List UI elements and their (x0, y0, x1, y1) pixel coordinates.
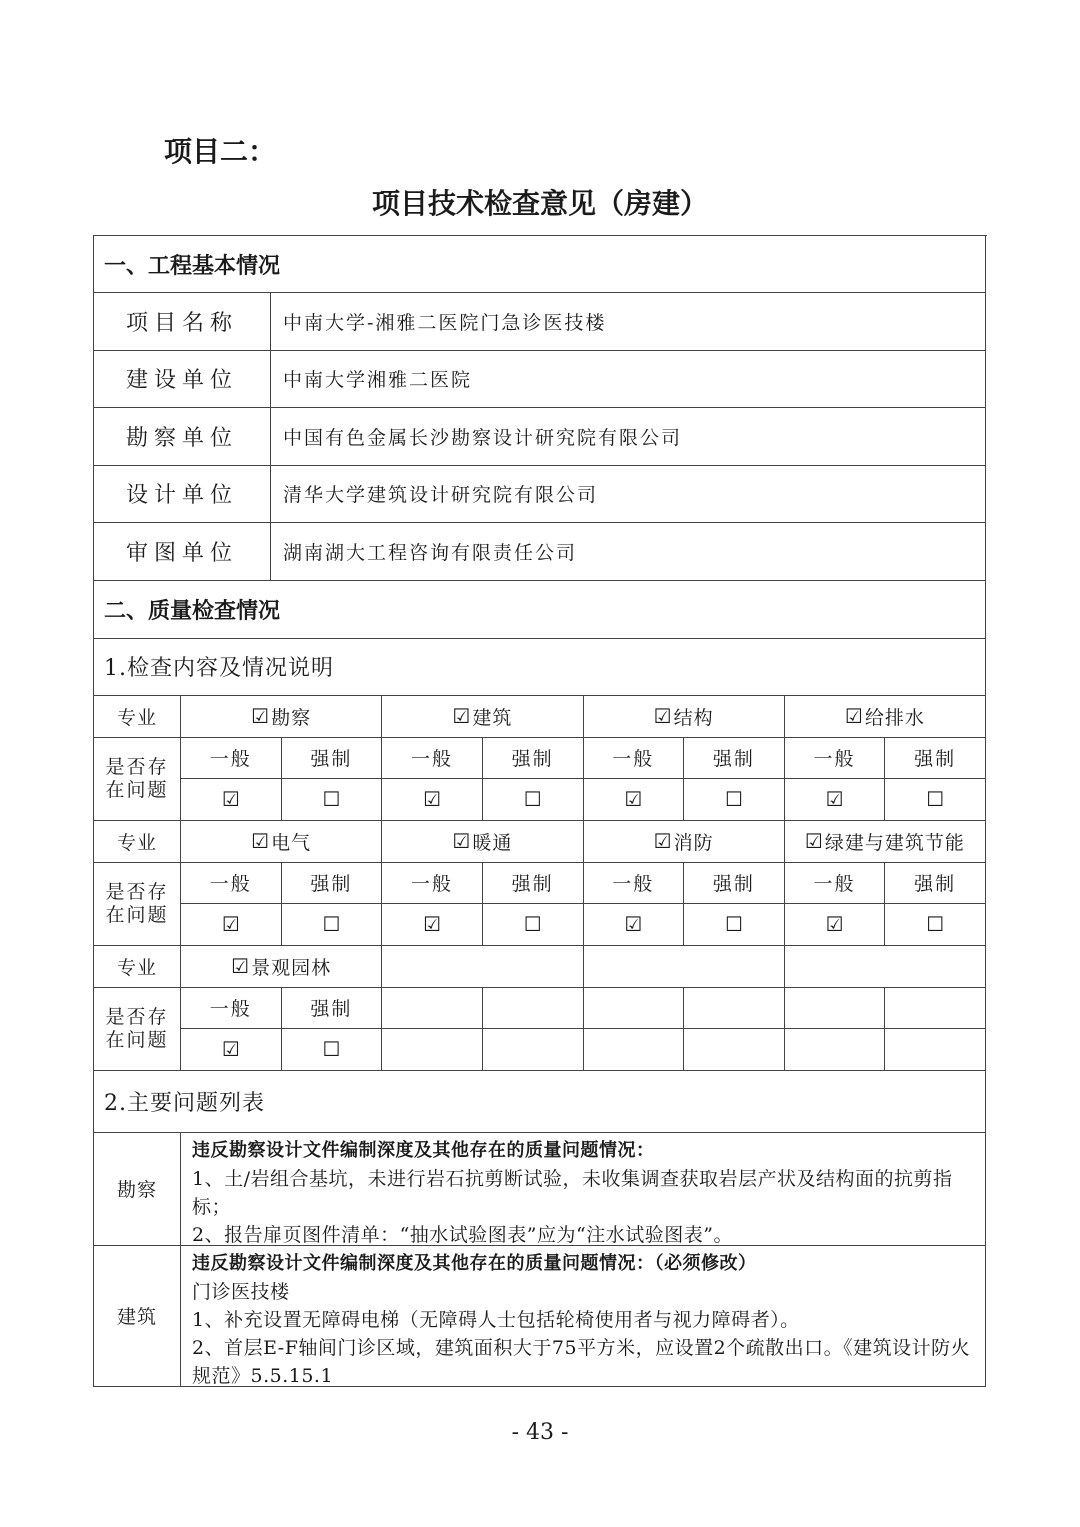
mandatory-checkbox: ☐ (885, 904, 986, 946)
option-mandatory: 强制 (282, 863, 383, 904)
option-general: 一般 (181, 738, 282, 779)
info-value: 清华大学建筑设计研究院有限公司 (271, 466, 986, 524)
page-number: - 43 - (511, 1420, 569, 1445)
mandatory-checkbox: ☐ (684, 779, 785, 821)
general-checkbox: ☑ (181, 779, 282, 821)
checkbox-checked-icon: ☑ (231, 954, 251, 978)
issue-row-label-text: 是否存在问题 (105, 1005, 169, 1051)
general-checkbox: ☑ (181, 1029, 282, 1071)
issue-row-label (94, 738, 181, 821)
issue-detail (94, 1246, 986, 1387)
issue-line: 2、报告扉页图件清单：“抽水试验图表”应为“注水试验图表”。 (192, 1223, 733, 1246)
specialty-name (181, 821, 382, 863)
sub-heading-check-content: 1.检查内容及情况说明 (94, 639, 986, 696)
option-general: 一般 (382, 738, 483, 779)
empty-cell (483, 1029, 584, 1071)
issue-heading: 违反勘察设计文件编制深度及其他存在的质量问题情况： (192, 1139, 655, 1161)
issue-row-label-text: 是否存在问题 (105, 880, 169, 926)
option-mandatory: 强制 (282, 738, 383, 779)
checkbox-checked-icon: ☑ (251, 829, 271, 853)
option-mandatory: 强制 (684, 863, 785, 904)
empty-cell (785, 988, 886, 1029)
general-checkbox: ☑ (382, 779, 483, 821)
specialty-name (181, 946, 382, 988)
specialty-label: 景观园林 (251, 956, 332, 979)
issue-row-label-text: 是否存在问题 (105, 755, 169, 801)
project-heading: 项目二： (164, 135, 277, 168)
document-title: 项目技术检查意见（房建） (371, 187, 708, 220)
option-mandatory: 强制 (684, 738, 785, 779)
specialty-row-label: 专业 (94, 696, 181, 738)
sub-heading-issue-list: 2.主要问题列表 (94, 1071, 986, 1133)
mandatory-checkbox: ☐ (282, 904, 383, 946)
info-label: 建设单位 (94, 351, 271, 409)
checkbox-checked-icon: ☑ (251, 704, 271, 728)
mandatory-checkbox: ☐ (684, 904, 785, 946)
option-mandatory: 强制 (483, 738, 584, 779)
specialty-label: 勘察 (271, 706, 312, 729)
general-checkbox: ☑ (181, 904, 282, 946)
general-checkbox: ☑ (584, 904, 685, 946)
mandatory-checkbox: ☐ (483, 904, 584, 946)
specialty-label: 绿建与建筑节能 (824, 831, 965, 854)
specialty-name (382, 821, 583, 863)
specialty-name (382, 696, 583, 738)
issue-category: 勘察 (94, 1133, 181, 1246)
inspection-table (93, 235, 987, 1387)
info-label: 项目名称 (94, 293, 271, 351)
specialty-row-label: 专业 (94, 946, 181, 988)
info-value: 中南大学湘雅二医院 (271, 351, 986, 409)
checkbox-checked-icon: ☑ (452, 704, 472, 728)
option-general: 一般 (181, 863, 282, 904)
option-mandatory: 强制 (483, 863, 584, 904)
section-quality-check: 二、质量检查情况 (94, 581, 986, 639)
issue-detail (94, 1133, 986, 1246)
issue-line: 门诊医技楼 (192, 1280, 290, 1303)
specialty-row-label: 专业 (94, 821, 181, 863)
issue-line: 2、首层E-F轴间门诊区域，建筑面积大于75平方米，应设置2个疏散出口。《建筑设计防火规范》5.5.15.1 (192, 1336, 971, 1387)
specialty-label: 消防 (673, 831, 714, 854)
info-label: 勘察单位 (94, 408, 271, 466)
option-mandatory: 强制 (282, 988, 383, 1029)
empty-cell (483, 988, 584, 1029)
specialty-name (785, 696, 986, 738)
empty-cell (785, 1029, 886, 1071)
option-general: 一般 (785, 863, 886, 904)
specialty-label: 结构 (673, 706, 714, 729)
empty-cell (684, 1029, 785, 1071)
checkbox-checked-icon: ☑ (653, 829, 673, 853)
issue-category: 建筑 (94, 1246, 181, 1387)
mandatory-checkbox: ☐ (282, 1029, 383, 1071)
issue-line: 1、补充设置无障碍电梯（无障碍人士包括轮椅使用者与视力障碍者）。 (192, 1308, 800, 1331)
mandatory-checkbox: ☐ (885, 779, 986, 821)
specialty-name (584, 821, 785, 863)
option-general: 一般 (785, 738, 886, 779)
general-checkbox: ☑ (785, 904, 886, 946)
empty-cell (885, 1029, 986, 1071)
checkbox-checked-icon: ☑ (452, 829, 472, 853)
general-checkbox: ☑ (382, 904, 483, 946)
info-value: 湖南湖大工程咨询有限责任公司 (271, 523, 986, 581)
option-mandatory: 强制 (885, 863, 986, 904)
mandatory-checkbox: ☐ (282, 779, 383, 821)
option-general: 一般 (382, 863, 483, 904)
empty-cell (584, 1029, 685, 1071)
option-general: 一般 (584, 738, 685, 779)
issue-heading: 违反勘察设计文件编制深度及其他存在的质量问题情况：（必须修改） (192, 1252, 757, 1274)
empty-cell (382, 988, 483, 1029)
option-general: 一般 (181, 988, 282, 1029)
checkbox-checked-icon: ☑ (804, 829, 824, 853)
option-mandatory: 强制 (885, 738, 986, 779)
issue-row-label (94, 988, 181, 1071)
info-label: 设计单位 (94, 466, 271, 524)
issue-row-label (94, 863, 181, 946)
info-label: 审图单位 (94, 523, 271, 581)
empty-cell (382, 946, 583, 988)
specialty-label: 暖通 (472, 831, 513, 854)
option-general: 一般 (584, 863, 685, 904)
empty-cell (584, 988, 685, 1029)
empty-cell (382, 1029, 483, 1071)
empty-cell (584, 946, 785, 988)
mandatory-checkbox: ☐ (483, 779, 584, 821)
checkbox-checked-icon: ☑ (844, 704, 864, 728)
specialty-label: 建筑 (472, 706, 513, 729)
checkbox-checked-icon: ☑ (653, 704, 673, 728)
section-basic-info: 一、工程基本情况 (94, 236, 986, 293)
empty-cell (684, 988, 785, 1029)
specialty-name (584, 696, 785, 738)
specialty-name (785, 821, 986, 863)
info-value: 中国有色金属长沙勘察设计研究院有限公司 (271, 408, 986, 466)
specialty-name (181, 696, 382, 738)
general-checkbox: ☑ (584, 779, 685, 821)
issue-line: 1、土/岩组合基坑，未进行岩石抗剪断试验，未收集调查获取岩层产状及结构面的抗剪指标； (192, 1167, 953, 1218)
specialty-label: 给排水 (864, 706, 925, 729)
general-checkbox: ☑ (785, 779, 886, 821)
empty-cell (785, 946, 986, 988)
empty-cell (885, 988, 986, 1029)
info-value: 中南大学-湘雅二医院门急诊医技楼 (271, 293, 986, 351)
specialty-label: 电气 (271, 831, 312, 854)
